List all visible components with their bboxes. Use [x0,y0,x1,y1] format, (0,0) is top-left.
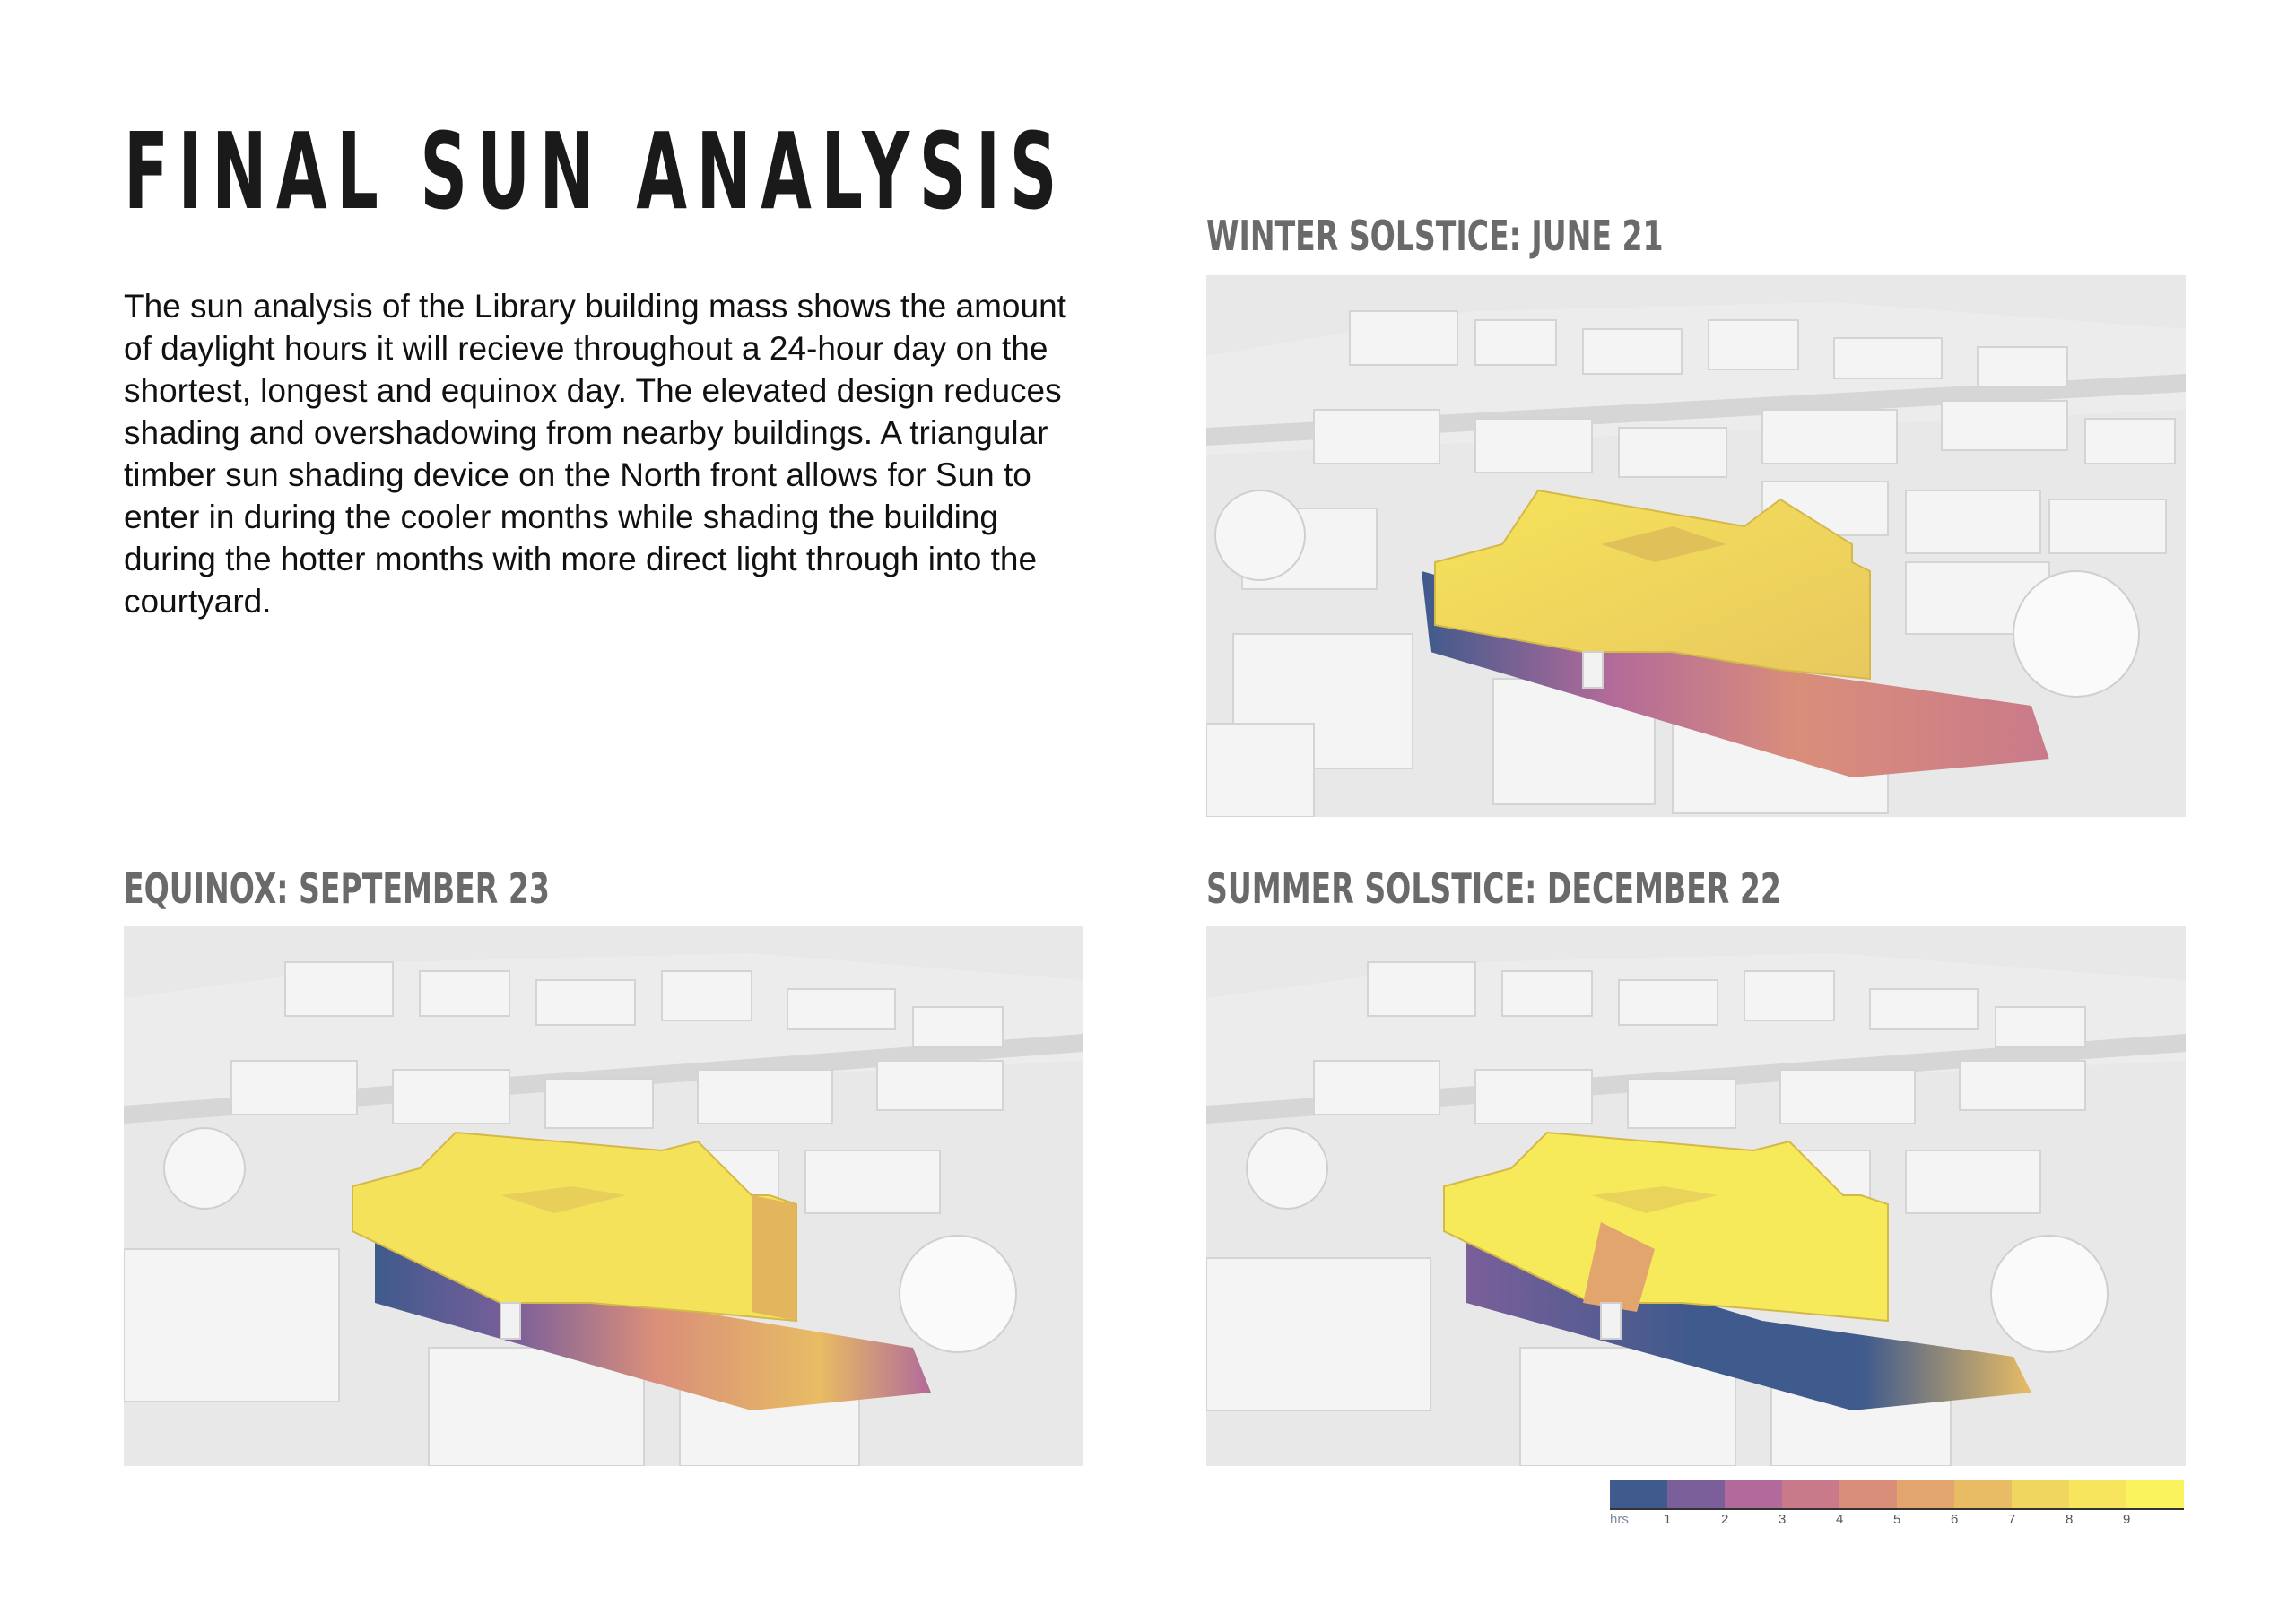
legend-unit-label: hrs [1610,1512,1629,1527]
panel-heading-equinox: EQUINOX: SEPTEMBER 23 [124,864,550,913]
legend-tick-label: 9 [2123,1512,2131,1527]
panel-heading-summer: SUMMER SOLSTICE: DECEMBER 22 [1206,864,1781,913]
legend-swatch [2126,1480,2184,1508]
legend-tick-label: 7 [2008,1512,2016,1527]
legend-color-bar [1610,1480,2184,1508]
legend-swatch [1667,1480,1725,1508]
legend-tick-label: 8 [2066,1512,2074,1527]
page-title: FINAL SUN ANALYSIS [124,109,1066,233]
panel-heading-winter: WINTER SOLSTICE: JUNE 21 [1206,212,1664,260]
render-svg-equinox [124,926,1083,1466]
daylight-hours-legend [1610,1480,2184,1527]
render-svg-winter [1206,275,2186,817]
render-svg-summer [1206,926,2186,1466]
sun-analysis-render-equinox [124,926,1083,1466]
legend-tick-label: 2 [1721,1512,1729,1527]
legend-swatch [1725,1480,1782,1508]
sun-analysis-render-summer [1206,926,2186,1466]
legend-tick-label: 4 [1836,1512,1844,1527]
legend-tick-label: 1 [1664,1512,1672,1527]
legend-tick-label: 3 [1779,1512,1787,1527]
legend-baseline [1610,1508,2184,1510]
legend-swatch [1897,1480,1954,1508]
legend-swatch [1954,1480,2012,1508]
legend-tick-label: 6 [1951,1512,1959,1527]
legend-swatch [1782,1480,1839,1508]
legend-swatch [2069,1480,2126,1508]
legend-swatch [1839,1480,1897,1508]
intro-paragraph: The sun analysis of the Library building mass shows the amount of daylight hours it will recieve throughout a 24-hour day on the shortest, longest and equinox day. The elevated design reduces shading and overshadowing from nearby buildings. A triangular timber sun shading device on the North front allows for Sun to enter in during the cooler months while shading the building during the hotter months with more direct light through into the courtyard. [124,288,1066,620]
legend-swatch [2012,1480,2069,1508]
sun-analysis-render-winter [1206,275,2186,817]
legend-swatch [1610,1480,1667,1508]
legend-tick-label: 5 [1893,1512,1901,1527]
